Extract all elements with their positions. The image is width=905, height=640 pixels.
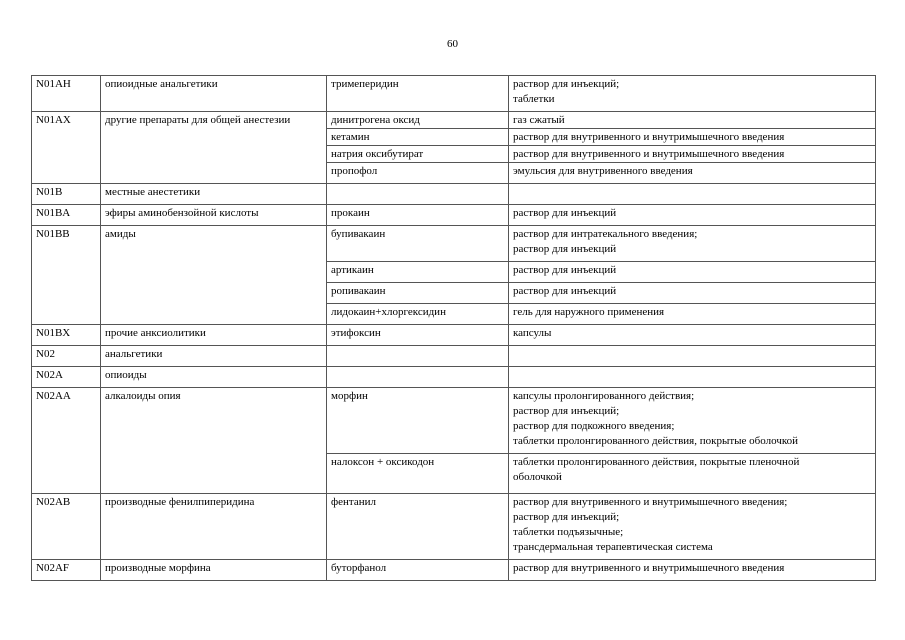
- dosage-form-cell: [509, 76, 876, 112]
- table-row: [32, 367, 876, 388]
- drug-name: динитрогена оксид: [331, 114, 420, 126]
- dosage-form-line: раствор для интратекального введения;: [513, 228, 698, 240]
- page-number: 60: [447, 38, 458, 50]
- dosage-form-line: [513, 368, 871, 383]
- dosage-form-line: таблетки пролонгированного действия, покрытые пленочной: [513, 456, 800, 468]
- dosage-form-line: таблетки пролонгированного действия, покрытые оболочкой: [513, 435, 799, 447]
- atc-code-cell: [32, 184, 101, 205]
- atc-code-cell: [32, 226, 101, 325]
- drug-name-cell: [327, 346, 509, 367]
- dosage-form-line: капсулы: [513, 327, 552, 339]
- table-row: [32, 494, 876, 560]
- dosage-form-line: раствор для подкожного введения;: [513, 420, 675, 432]
- drug-name-cell: [327, 146, 509, 163]
- group-name: анальгетики: [105, 348, 163, 360]
- drug-name-cell: [327, 76, 509, 112]
- atc-code: N02AF: [36, 562, 70, 574]
- atc-code: N01B: [36, 186, 63, 198]
- atc-code-cell: [32, 367, 101, 388]
- dosage-form-line: трансдермальная терапевтическая система: [513, 541, 713, 553]
- dosage-form-line: раствор для инъекций;: [513, 511, 620, 523]
- drug-name: артикаин: [331, 264, 374, 276]
- group-name-cell: [101, 560, 327, 581]
- drug-name-cell: [327, 388, 509, 454]
- group-name: производные морфина: [105, 562, 211, 574]
- drug-name-cell: [327, 367, 509, 388]
- drug-name-cell: [327, 494, 509, 560]
- atc-code: N02: [36, 348, 55, 360]
- drug-name-cell: [327, 283, 509, 304]
- drug-name-cell: [327, 112, 509, 129]
- atc-code-cell: [32, 325, 101, 346]
- dosage-form-cell: [509, 184, 876, 205]
- dosage-form-line: раствор для внутривенного и внутримышечного введения: [513, 562, 785, 574]
- atc-code-cell: [32, 494, 101, 560]
- atc-code-cell: [32, 346, 101, 367]
- dosage-form-cell: [509, 226, 876, 262]
- dosage-form-line: таблетки: [513, 93, 555, 105]
- group-name-cell: [101, 367, 327, 388]
- table-row: [32, 388, 876, 454]
- dosage-form-cell: [509, 205, 876, 226]
- dosage-form-line: раствор для инъекций;: [513, 405, 620, 417]
- table-row: [32, 184, 876, 205]
- atc-code: N01BA: [36, 207, 71, 219]
- group-name-cell: [101, 112, 327, 184]
- drug-name-cell: [327, 560, 509, 581]
- dosage-form-cell: [509, 112, 876, 129]
- group-name: эфиры аминобензойной кислоты: [105, 207, 259, 219]
- group-name: местные анестетики: [105, 186, 201, 198]
- drug-name: прокаин: [331, 207, 370, 219]
- dosage-form-cell: [509, 283, 876, 304]
- group-name-cell: [101, 494, 327, 560]
- group-name-cell: [101, 226, 327, 325]
- drug-name: натрия оксибутират: [331, 148, 424, 160]
- group-name: опиоидные анальгетики: [105, 78, 218, 90]
- dosage-form-line: раствор для инъекций: [513, 243, 617, 255]
- atc-code: N01AX: [36, 114, 71, 126]
- dosage-form-cell: [509, 346, 876, 367]
- table-row: [32, 560, 876, 581]
- drug-name: пропофол: [331, 165, 378, 177]
- dosage-form-cell: [509, 304, 876, 325]
- group-name-cell: [101, 205, 327, 226]
- group-name: производные фенилпиперидина: [105, 496, 255, 508]
- dosage-form-cell: [509, 454, 876, 494]
- group-name: опиоиды: [105, 369, 147, 381]
- dosage-form-cell: [509, 262, 876, 283]
- drug-table: [31, 75, 876, 581]
- atc-code: N02AA: [36, 390, 71, 402]
- drug-name-cell: [327, 163, 509, 184]
- atc-code-cell: [32, 560, 101, 581]
- table-row: [32, 325, 876, 346]
- group-name: прочие анксиолитики: [105, 327, 206, 339]
- drug-name: буторфанол: [331, 562, 387, 574]
- atc-code-cell: [32, 112, 101, 184]
- dosage-form-line: гель для наружного применения: [513, 306, 665, 318]
- drug-name-cell: [327, 454, 509, 494]
- dosage-form-line: раствор для инъекций: [513, 285, 617, 297]
- dosage-form-line: раствор для внутривенного и внутримышечного введения;: [513, 496, 788, 508]
- dosage-form-cell: [509, 146, 876, 163]
- atc-code: N01BB: [36, 228, 70, 240]
- table-row: [32, 76, 876, 112]
- group-name-cell: [101, 184, 327, 205]
- drug-name: бупивакаин: [331, 228, 386, 240]
- dosage-form-line: капсулы пролонгированного действия;: [513, 390, 695, 402]
- group-name-cell: [101, 346, 327, 367]
- atc-code: N01BX: [36, 327, 71, 339]
- drug-name: морфин: [331, 390, 368, 402]
- dosage-form-line: раствор для внутривенного и внутримышечного введения: [513, 131, 785, 143]
- atc-code: N02A: [36, 369, 63, 381]
- atc-code-cell: [32, 76, 101, 112]
- dosage-form-cell: [509, 494, 876, 560]
- group-name: алкалоиды опия: [105, 390, 181, 402]
- dosage-form-line: раствор для внутривенного и внутримышечного введения: [513, 148, 785, 160]
- drug-name-cell: [327, 262, 509, 283]
- atc-code-cell: [32, 205, 101, 226]
- dosage-form-cell: [509, 367, 876, 388]
- drug-name: лидокаин+хлоргексидин: [331, 306, 446, 318]
- dosage-form-cell: [509, 388, 876, 454]
- group-name-cell: [101, 388, 327, 494]
- dosage-form-cell: [509, 325, 876, 346]
- atc-code: N01AH: [36, 78, 71, 90]
- group-name: амиды: [105, 228, 136, 240]
- drug-name-cell: [327, 304, 509, 325]
- dosage-form-line: оболочкой: [513, 471, 562, 483]
- drug-name-cell: [327, 205, 509, 226]
- group-name-cell: [101, 76, 327, 112]
- atc-code-cell: [32, 388, 101, 494]
- dosage-form-line: раствор для инъекций: [513, 207, 617, 219]
- dosage-form-cell: [509, 129, 876, 146]
- drug-name: ропивакаин: [331, 285, 386, 297]
- drug-name: налоксон + оксикодон: [331, 456, 435, 468]
- dosage-form-line: [513, 185, 871, 200]
- group-name: другие препараты для общей анестезии: [105, 114, 291, 126]
- group-name-cell: [101, 325, 327, 346]
- table-row: [32, 346, 876, 367]
- dosage-form-line: раствор для инъекций;: [513, 78, 620, 90]
- dosage-form-line: газ сжатый: [513, 114, 565, 126]
- table-row: [32, 112, 876, 129]
- drug-name-cell: [327, 184, 509, 205]
- table-row: [32, 205, 876, 226]
- table-row: [32, 226, 876, 262]
- drug-name-cell: [327, 129, 509, 146]
- drug-name: этифоксин: [331, 327, 381, 339]
- drug-name: кетамин: [331, 131, 370, 143]
- dosage-form-line: раствор для инъекций: [513, 264, 617, 276]
- drug-name: фентанил: [331, 496, 376, 508]
- dosage-form-line: таблетки подъязычные;: [513, 526, 624, 538]
- atc-code: N02AB: [36, 496, 71, 508]
- dosage-form-cell: [509, 560, 876, 581]
- dosage-form-line: [513, 347, 871, 362]
- dosage-form-line: эмульсия для внутривенного введения: [513, 165, 693, 177]
- drug-name-cell: [327, 226, 509, 262]
- drug-name: тримеперидин: [331, 78, 399, 90]
- drug-name-cell: [327, 325, 509, 346]
- dosage-form-cell: [509, 163, 876, 184]
